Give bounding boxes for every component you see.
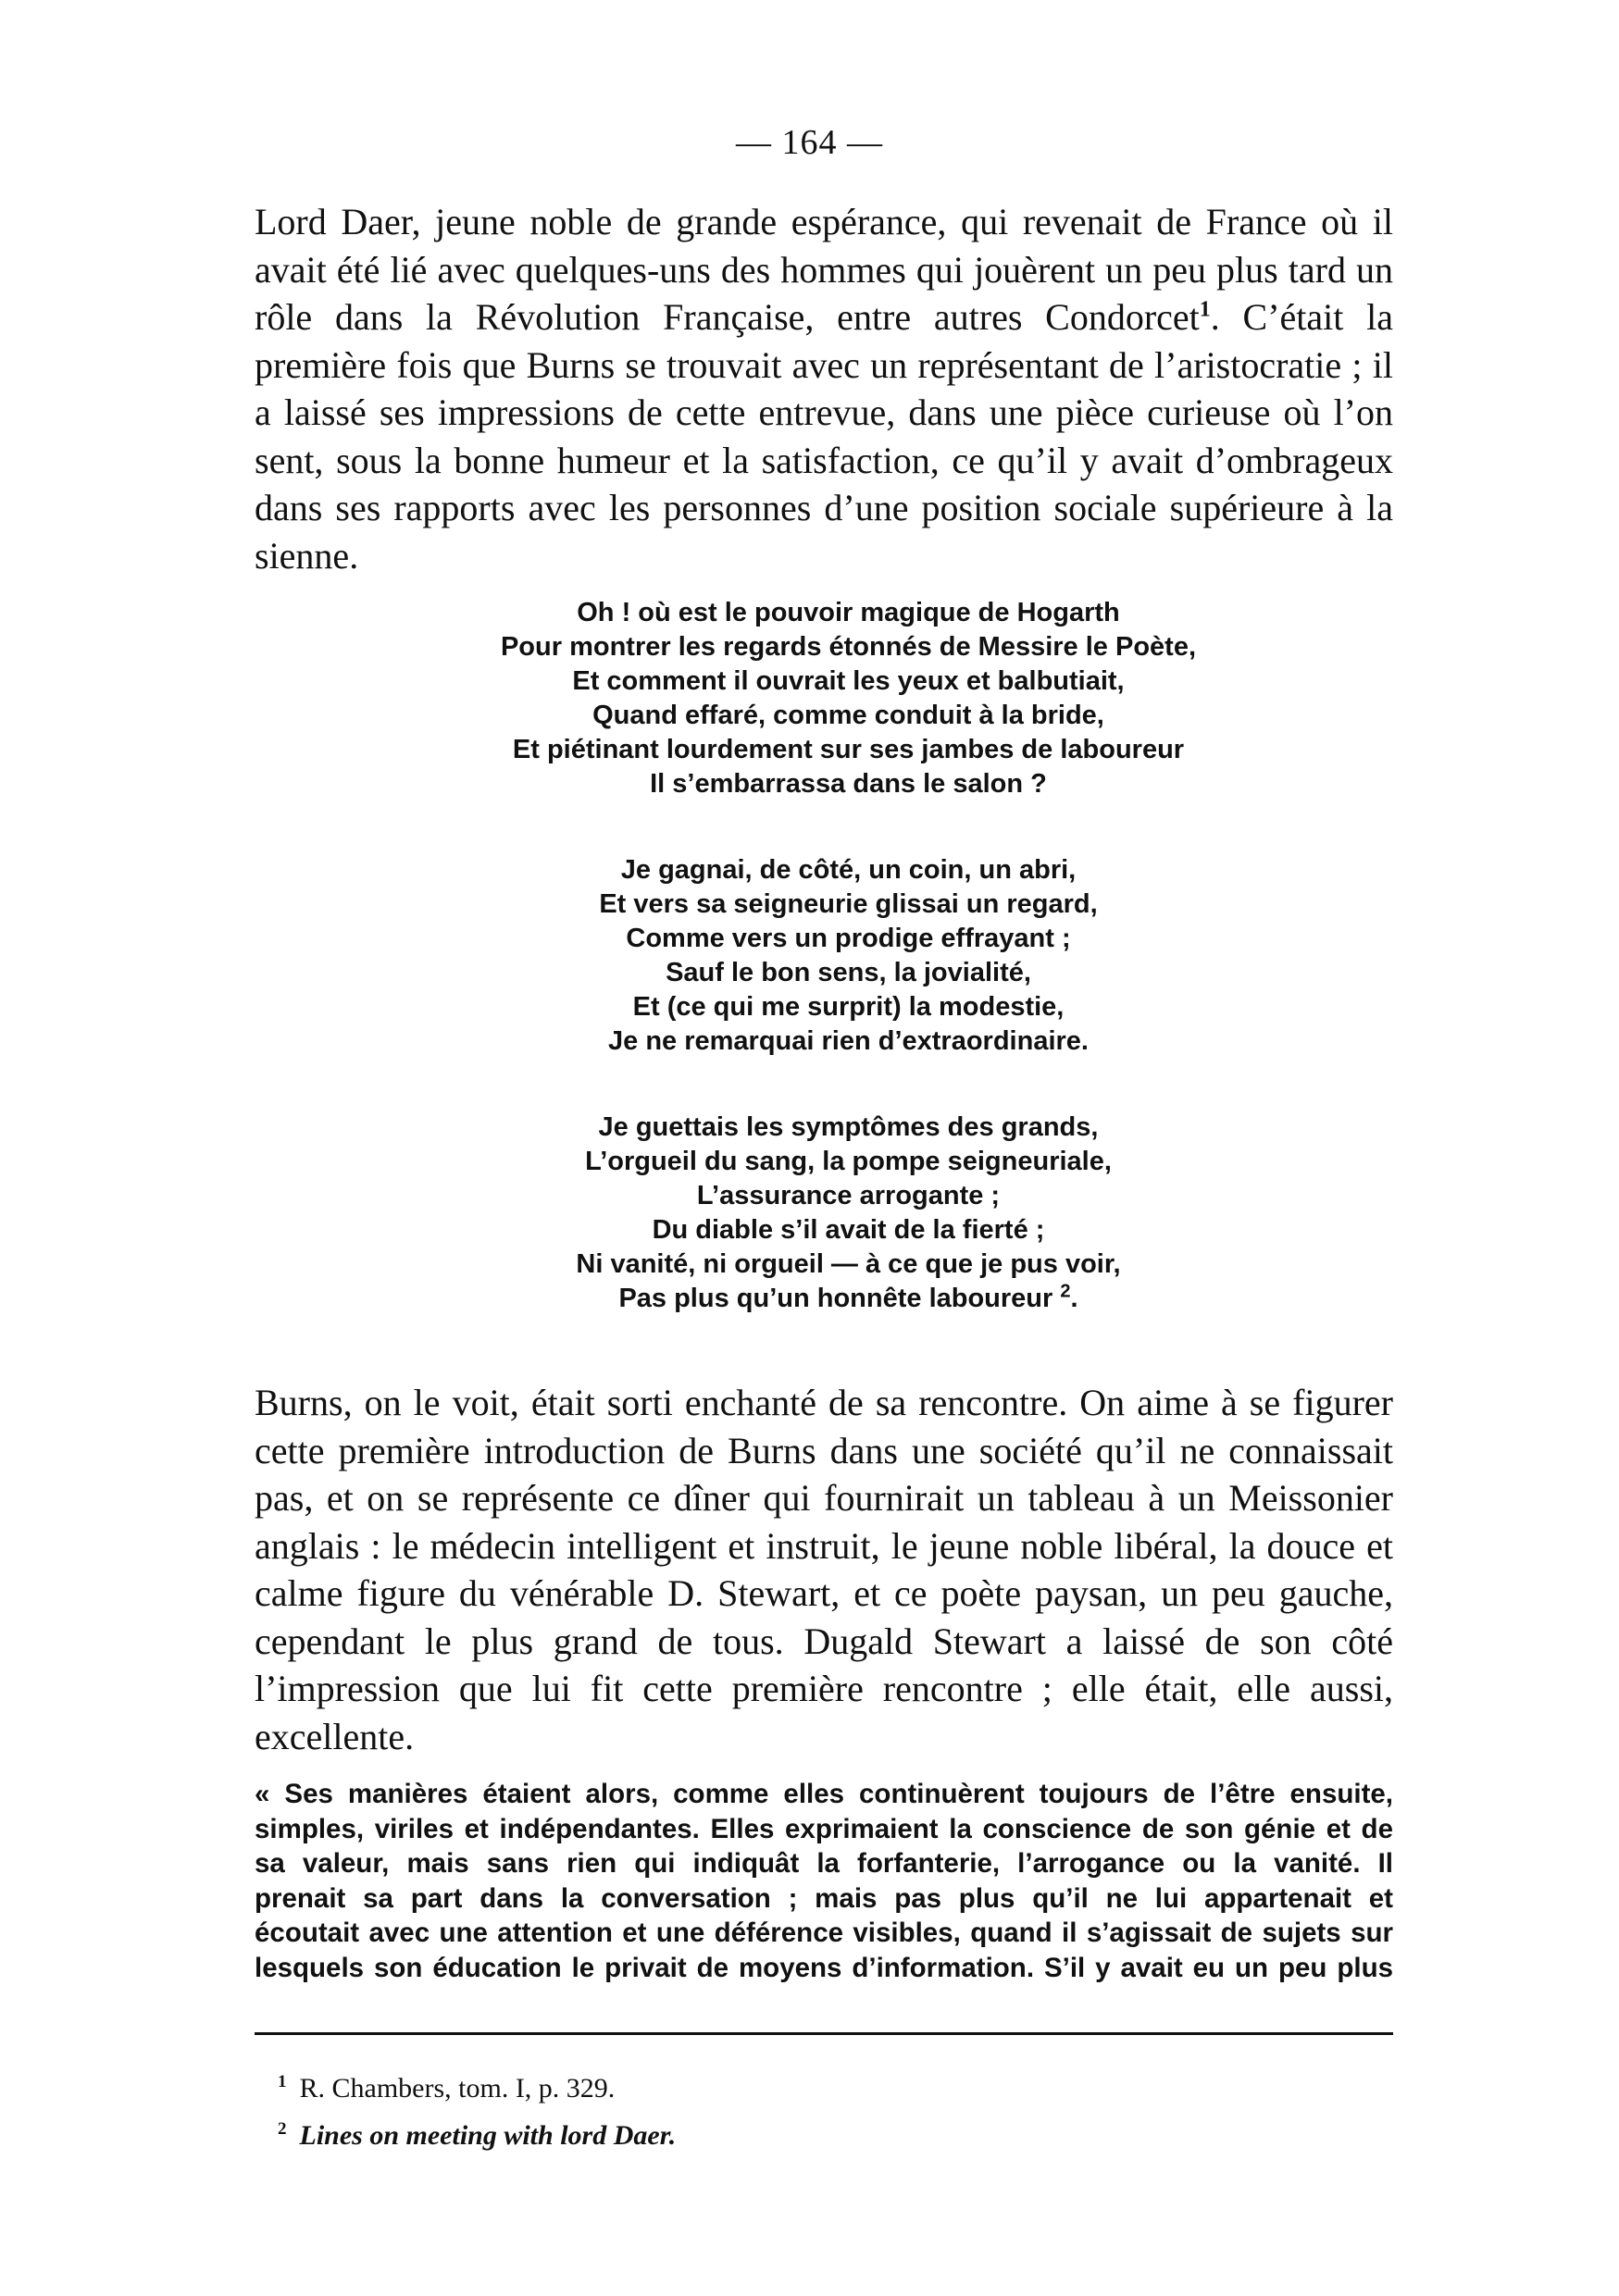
footnotes xyxy=(278,2062,676,2156)
paragraph-intro-text: Lord Daer, jeune noble de grande espérance, qui revenait de France où il avait été lié avec quelques-uns des hommes qui jouèrent un peu plus tard un rôle dans la Révolution Française, entre autres Condorcet xyxy=(255,201,1393,338)
quote-line: lesquels son éducation le privait de moyens d’information. S’il y avait eu un peu plus xyxy=(255,1952,1393,1983)
poem-line: L’orgueil du sang, la pompe seigneuriale, xyxy=(585,1147,1112,1176)
footnote-text-2: Lines on meeting with lord Daer. xyxy=(299,2120,677,2151)
poem-line: Il s’embarrassa dans le salon ? xyxy=(650,769,1047,799)
poem-stanza-1 xyxy=(39,596,1619,801)
poem-line: Et vers sa seigneurie glissai un regard, xyxy=(599,889,1098,919)
footnote-ref-1[interactable]: 1 xyxy=(1199,297,1211,322)
footnote-divider xyxy=(255,2032,1393,2035)
footnote-ref-2[interactable]: 2 xyxy=(1060,1281,1071,1302)
poem-stanza-3 xyxy=(39,1111,1619,1316)
quote-line: sa valeur, mais sans rien qui indiquât la forfanterie, l’arrogance ou la vanité. Il xyxy=(255,1848,1393,1879)
poem-line-last xyxy=(39,1282,1619,1316)
poem-line: Et piétinant lourdement sur ses jambes de laboureur xyxy=(512,735,1185,764)
poem-line: Oh ! où est le pouvoir magique de Hogarth xyxy=(577,598,1120,627)
block-quote-stewart xyxy=(255,1777,1393,1985)
quote-line: simples, viriles et indépendantes. Elles exprimaient la conscience de son génie et de xyxy=(255,1813,1393,1844)
page-number: — 164 — xyxy=(736,123,883,162)
footnote-2 xyxy=(278,2109,676,2156)
paragraph-meeting: Burns, on le voit, était sorti enchanté de sa rencontre. On aime à se figurer cette première introduction de Burns dans une société qu’il ne connaissait pas, et on se représente ce dîner qui fournirait un tableau à un Meissonier anglais : le médecin intelligent et instruit, le jeune noble libéral, la douce et calme figure du vénérable D. Stewart, et ce poète paysan, un peu gauche, cependant le plus grand de tous. Dugald Stewart a laissé de son côté l’impression que lui fit cette première rencontre ; elle était, elle aussi, excellente. xyxy=(255,1382,1393,1757)
poem-line: Du diable s’il avait de la fierté ; xyxy=(652,1215,1045,1245)
paragraph-intro-text-after: . C’était la première fois que Burns se trouvait avec un représentant de l’aristocratie ; il a laissé ses impressions de cette entrevue, dans une pièce curieuse où l’on sent, sous la bonne humeur et la satisfaction, ce qu’il y avait d’ombrageux dans ses rapports avec les personnes d’une position sociale supérieure à la sienne. xyxy=(255,296,1394,577)
poem-line-last-text: Pas plus qu’un honnête laboureur xyxy=(618,1284,1053,1313)
poem-line: Et comment il ouvrait les yeux et balbutiait, xyxy=(572,666,1125,696)
poem-line: Quand effaré, comme conduit à la bride, xyxy=(592,701,1104,730)
quote-line: écoutait avec une attention et une déférence visibles, quand il s’agissait de sujets sur xyxy=(255,1917,1393,1948)
poem-line: Je gagnai, de côté, un coin, un abri, xyxy=(620,855,1077,885)
poem-line: Je ne remarquai rien d’extraordinaire. xyxy=(608,1026,1089,1056)
poem-line: L’assurance arrogante ; xyxy=(696,1181,1001,1210)
poem-line-last-end: . xyxy=(1070,1284,1078,1313)
poem-line: Sauf le bon sens, la jovialité, xyxy=(666,958,1031,987)
footnote-mark-2: 2 xyxy=(278,2119,287,2139)
poem-line: Pour montrer les regards étonnés de Messire le Poète, xyxy=(500,632,1197,662)
footnote-1 xyxy=(278,2062,676,2109)
poem-line: Et (ce qui me surprit) la modestie, xyxy=(632,992,1065,1022)
quote-line: prenait sa part dans la conversation ; mais pas plus qu’il ne lui appartenait et xyxy=(255,1882,1393,1914)
quote-line: « Ses manières étaient alors, comme elles continuèrent toujours de l’être ensuite, xyxy=(255,1779,1393,1809)
paragraph-intro xyxy=(255,198,1393,579)
poem-line: Je guettais les symptômes des grands, xyxy=(598,1112,1099,1142)
poem-stanza-2 xyxy=(39,853,1619,1059)
footnote-mark-1: 1 xyxy=(278,2072,287,2091)
poem-line: Comme vers un prodige effrayant ; xyxy=(626,924,1071,953)
footnote-text-1: R. Chambers, tom. I, p. 329. xyxy=(299,2073,616,2104)
poem-line: Ni vanité, ni orgueil — à ce que je pus voir, xyxy=(576,1249,1121,1279)
